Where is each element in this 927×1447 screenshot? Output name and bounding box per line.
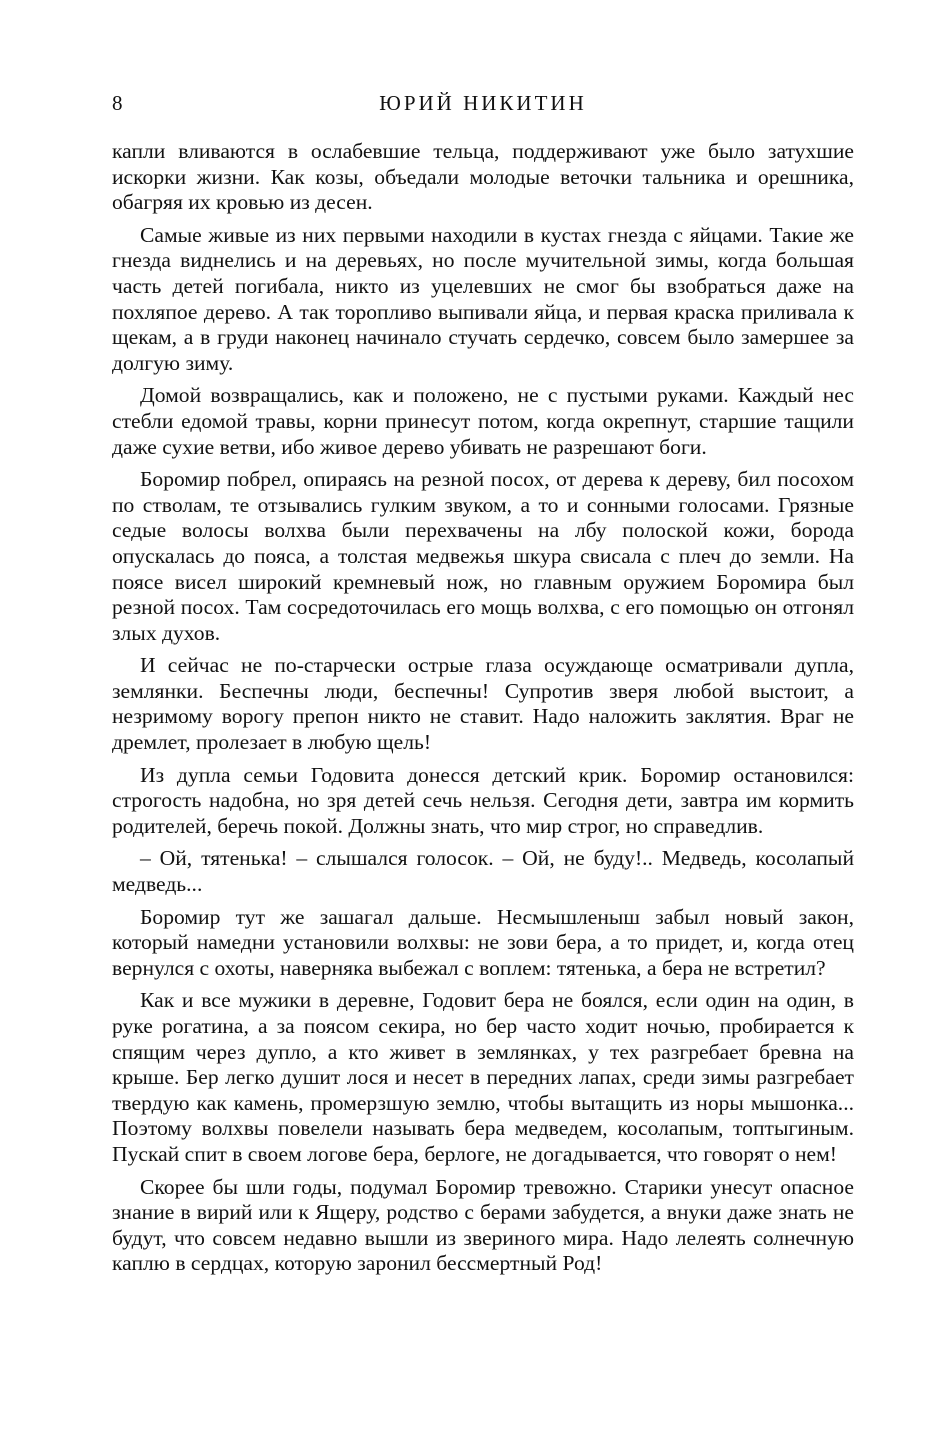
book-page <box>112 88 854 1277</box>
paragraph: И сейчас не по-старчески острые глаза осуждающе осматривали дупла, землянки. Беспечны люди, беспечны! Супротив зверя любой выстоит, а незримому ворогу препон никто не ставит. Надо наложить заклятия. Враг не дремлет, пролезает в любую щель! <box>112 653 854 755</box>
paragraph: Боромир побрел, опираясь на резной посох, от дерева к дереву, бил посохом по стволам, те отзывались гулким звуком, а то и сонными голосами. Грязные седые волосы волхва были перехвачены на лбу полоской кожи, борода опускалась до пояса, а толстая медвежья шкура свисала с плеч до земли. На поясе висел широкий кремневый нож, но главным оружием Боромира был резной посох. Там сосредоточилась его мощь волхва, с его помощью он отгонял злых духов. <box>112 467 854 645</box>
paragraph: Как и все мужики в деревне, Годовит бера не боялся, если один на один, в руке рогатина, а за поясом секира, но бер часто ходит ночью, пробирается к спящим через дупло, а кто живет в землянках, у тех разгребает бревна на крыше. Бер легко душит лося и несет в передних лапах, среди зимы разгребает твердую как камень, промерзшую землю, чтобы вытащить из норы мышонка... Поэтому волхвы повелели называть бера медведем, косолапым, топтыгиным. Пускай спит в своем логове бера, берлоге, не догадывается, что говорят о нем! <box>112 988 854 1166</box>
paragraph: Из дупла семьи Годовита донесся детский крик. Боромир остановился: строгость надобна, но зря детей сечь нельзя. Сегодня дети, завтра им кормить родителей, беречь покой. Должны знать, что мир строг, но справедлив. <box>112 762 854 838</box>
text-body <box>112 139 854 1277</box>
running-head-author: ЮРИЙ НИКИТИН <box>379 91 587 115</box>
running-head <box>112 88 854 118</box>
paragraph: Самые живые из них первыми находили в кустах гнезда с яйцами. Такие же гнезда виднелись и на деревьях, но после мучительной зимы, когда большая часть детей погибала, никто из уцелевших не смог бы взобраться даже на похляпое дерево. А так торопливо выпивали яйца, и первая краска приливала к щекам, а в груди наконец начинало стучать сердечко, совсем было замершее за долгую зиму. <box>112 222 854 375</box>
paragraph-continued: капли вливаются в ослабевшие тельца, поддерживают уже было затухшие искорки жизни. Как козы, объедали молодые веточки тальника и орешника, обагряя их кровью из десен. <box>112 139 854 215</box>
paragraph: Скорее бы шли годы, подумал Боромир тревожно. Старики унесут опасное знание в вирий или к Ящеру, родство с берами забудется, а внуки даже знать не будут, что совсем недавно вышли из звериного мира. Надо лелеять солнечную каплю в сердцах, которую заронил бессмертный Род! <box>112 1174 854 1276</box>
paragraph: Боромир тут же зашагал дальше. Несмышленыш забыл новый закон, который намедни установили волхвы: не зови бера, а то придет, и, когда отец вернулся с охоты, наверняка выбежал с воплем: тятенька, а бера не встретил? <box>112 904 854 980</box>
dialogue-paragraph: – Ой, тятенька! – слышался голосок. – Ой, не буду!.. Медведь, косолапый медведь... <box>112 846 854 897</box>
page-number: 8 <box>112 91 123 115</box>
paragraph: Домой возвращались, как и положено, не с пустыми руками. Каждый нес стебли едомой травы, корни принесут потом, когда окрепнут, старшие тащили даже сухие ветви, ибо живое дерево убивать не разрешают боги. <box>112 383 854 459</box>
